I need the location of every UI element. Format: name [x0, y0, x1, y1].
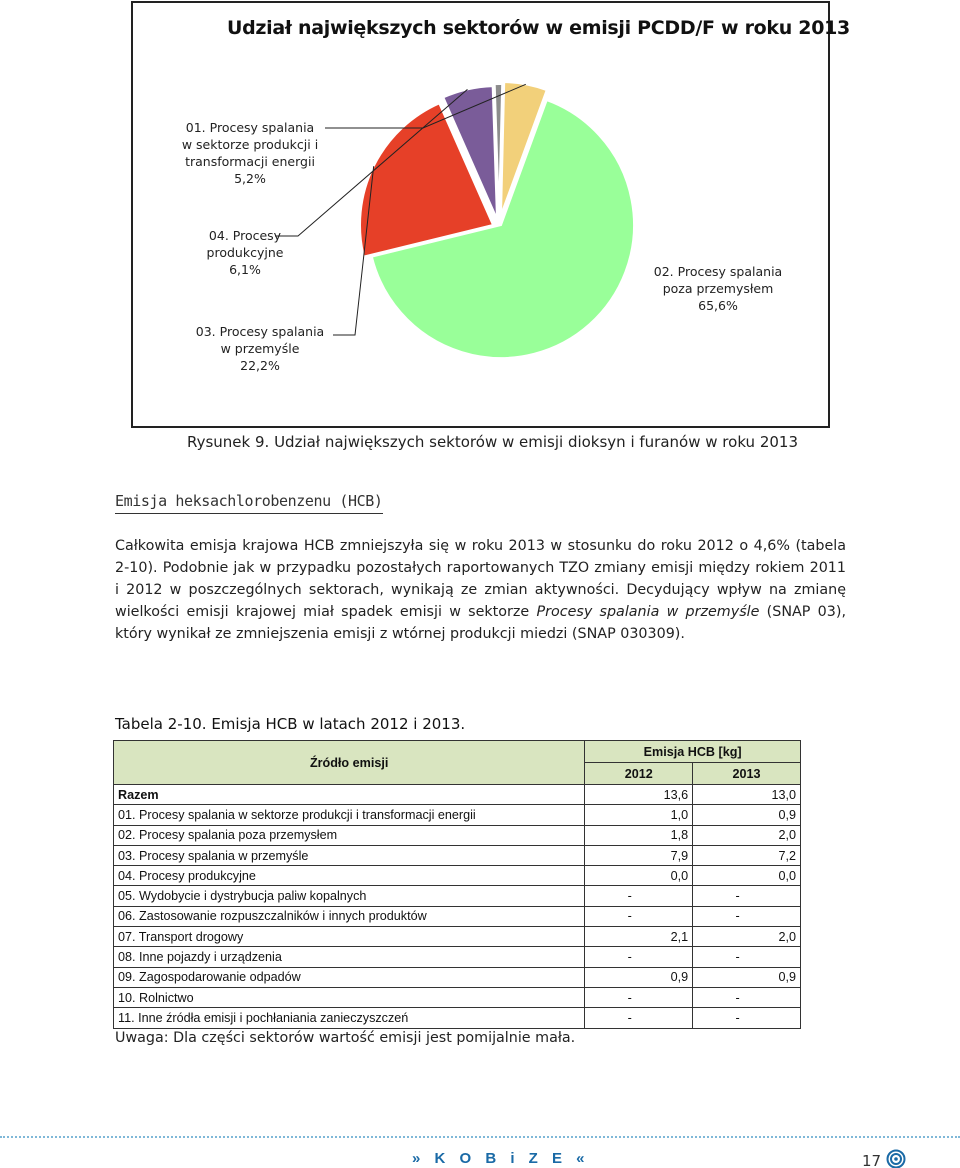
cell-source: 10. Rolnictwo: [114, 987, 585, 1007]
pie-label-01: [165, 119, 335, 187]
table-row: [114, 886, 801, 906]
pie-label-04-line1: 04. Procesy: [208, 228, 282, 243]
footer-divider: [0, 1136, 960, 1138]
cell-2012: 2,1: [585, 927, 693, 947]
paragraph-part2: (SNAP 03), który wynikał ze zmniejszenia emisji z wtórnej produkcji miedzi (SNAP 030309).: [115, 604, 846, 642]
cell-2013: 7,2: [693, 845, 801, 865]
cell-2013: 0,9: [693, 805, 801, 825]
cell-source: 09. Zagospodarowanie odpadów: [114, 967, 585, 987]
pie-label-01-line3: transformacji energii: [185, 154, 315, 169]
pie-label-02-line1: 02. Procesy spalania: [653, 264, 783, 279]
cell-2013: 0,0: [693, 866, 801, 886]
header-source: Źródło emisji: [114, 741, 585, 785]
table-row: [114, 866, 801, 886]
cell-source: 11. Inne źródła emisji i pochłaniania zanieczyszczeń: [114, 1008, 585, 1028]
cell-source: 05. Wydobycie i dystrybucja paliw kopalnych: [114, 886, 585, 906]
table-note: Uwaga: Dla części sektorów wartość emisji jest pomijalnie mała.: [115, 1030, 576, 1046]
pie-label-02: [643, 263, 793, 314]
pie-label-03: [185, 323, 335, 374]
header-year-2013: 2013: [693, 763, 801, 785]
cell-2013: -: [693, 1008, 801, 1028]
pie-label-03-line1: 03. Procesy spalania: [195, 324, 325, 339]
paragraph-italic: Procesy spalania w przemyśle: [536, 604, 760, 620]
cell-2012: 1,8: [585, 825, 693, 845]
table-row: [114, 845, 801, 865]
footer-brand: » K O B i Z E «: [412, 1150, 590, 1167]
chart-title: Udział największych sektorów w emisji PCDD/F w roku 2013: [227, 17, 850, 39]
figure-caption: Rysunek 9. Udział największych sektorów w emisji dioksyn i furanów w roku 2013: [187, 433, 798, 451]
kobize-ring-icon: [886, 1149, 906, 1168]
table-row: [114, 825, 801, 845]
paragraph-part1: Całkowita emisja krajowa HCB zmniejszyła się w roku 2013 w stosunku do roku 2012 o 4,6% (tabela 2-10). Podobnie jak w przypadku pozostałych raportowanych TZO zmiany emisji między rokiem 2011 i 2012 w poszczególnych sektorach, wynikają ze zmian aktywności. Decydujący wpływ na zmianę wielkości emisji krajowej miał spadek emisji w sektorze: [115, 538, 846, 620]
cell-2013: 0,9: [693, 967, 801, 987]
cell-source: 07. Transport drogowy: [114, 927, 585, 947]
table-row: [114, 947, 801, 967]
pie-label-02-line2: poza przemysłem: [662, 281, 774, 296]
cell-2012: 0,9: [585, 967, 693, 987]
cell-source: 04. Procesy produkcyjne: [114, 866, 585, 886]
pie-label-01-line1: 01. Procesy spalania: [185, 120, 315, 135]
cell-2012: 13,6: [585, 785, 693, 805]
cell-2013: 2,0: [693, 927, 801, 947]
hcb-emission-table: [113, 740, 801, 1029]
cell-2012: 7,9: [585, 845, 693, 865]
cell-source: 03. Procesy spalania w przemyśle: [114, 845, 585, 865]
cell-2013: 13,0: [693, 785, 801, 805]
cell-2013: -: [693, 906, 801, 926]
pie-label-04: [185, 227, 305, 278]
pie-label-04-value: 6,1%: [229, 262, 261, 277]
cell-2012: 1,0: [585, 805, 693, 825]
cell-2012: -: [585, 987, 693, 1007]
cell-source: 02. Procesy spalania poza przemysłem: [114, 825, 585, 845]
table-row: [114, 805, 801, 825]
cell-2013: -: [693, 987, 801, 1007]
cell-2013: -: [693, 947, 801, 967]
pie-chart-frame: [131, 1, 850, 428]
table-row-total: [114, 785, 801, 805]
cell-source: Razem: [114, 785, 585, 805]
pie-label-04-line2: produkcyjne: [206, 245, 284, 260]
table-row: [114, 927, 801, 947]
cell-source: 06. Zastosowanie rozpuszczalników i innych produktów: [114, 906, 585, 926]
table-row: [114, 1008, 801, 1028]
pie-label-03-value: 22,2%: [240, 358, 280, 373]
table-row: [114, 906, 801, 926]
cell-2012: -: [585, 886, 693, 906]
cell-source: 01. Procesy spalania w sektorze produkcji i transformacji energii: [114, 805, 585, 825]
pie-label-01-value: 5,2%: [234, 171, 266, 186]
cell-source: 08. Inne pojazdy i urządzenia: [114, 947, 585, 967]
page-number: 17: [862, 1152, 882, 1168]
cell-2012: 0,0: [585, 866, 693, 886]
cell-2013: 2,0: [693, 825, 801, 845]
section-heading: Emisja heksachlorobenzenu (HCB): [115, 492, 383, 510]
cell-2012: -: [585, 906, 693, 926]
header-emission-group: Emisja HCB [kg]: [585, 741, 801, 763]
body-paragraph: [115, 535, 846, 645]
pie-label-02-value: 65,6%: [698, 298, 738, 313]
table-row: [114, 967, 801, 987]
header-year-2012: 2012: [585, 763, 693, 785]
cell-2012: -: [585, 1008, 693, 1028]
cell-2012: -: [585, 947, 693, 967]
pie-label-03-line2: w przemyśle: [220, 341, 300, 356]
pie-label-01-line2: w sektorze produkcji i: [181, 137, 319, 152]
cell-2013: -: [693, 886, 801, 906]
table-title: Tabela 2-10. Emisja HCB w latach 2012 i 2013.: [115, 715, 466, 733]
table-body: [114, 785, 801, 1029]
table-row: [114, 987, 801, 1007]
